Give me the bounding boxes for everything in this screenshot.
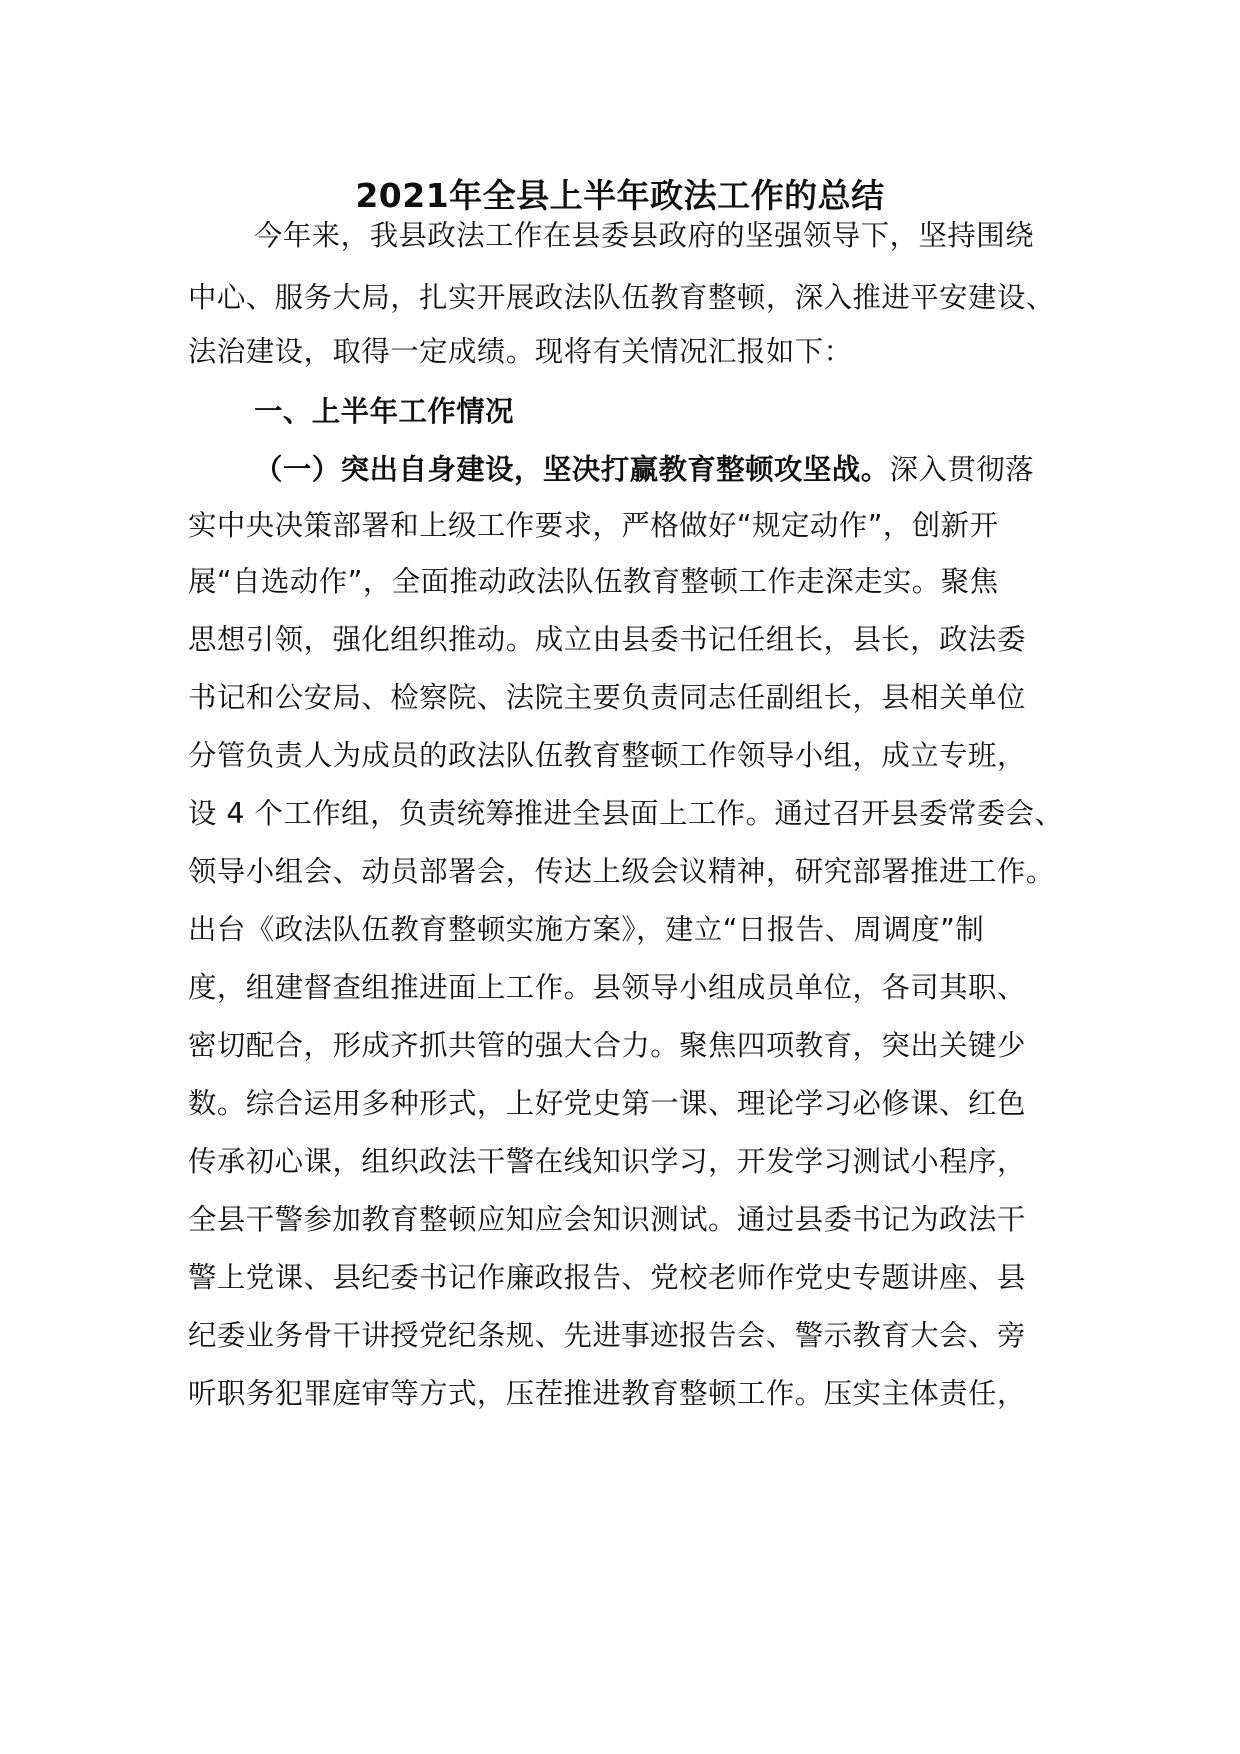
body-line: 设 4 个工作组，负责统筹推进全县面上工作。通过召开县委常委会、 bbox=[188, 797, 1064, 830]
body-line: 出台《政法队伍教育整顿实施方案》，建立“日报告、周调度”制 bbox=[188, 913, 985, 946]
body-line: 度，组建督查组推进面上工作。县领导小组成员单位，各司其职、 bbox=[188, 971, 1026, 1004]
intro-line-2: 中心、服务大局，扎实开展政法队伍教育整顿，深入推进平安建设、 bbox=[188, 281, 1055, 314]
body-line: 全县干警参加教育整顿应知应会知识测试。通过县委书记为政法干 bbox=[188, 1203, 1026, 1236]
subsection-first-line-rest: 深入贯彻落 bbox=[889, 453, 1035, 486]
body-line: 传承初心课，组织政法干警在线知识学习，开发学习测试小程序， bbox=[188, 1145, 1026, 1178]
subsection-heading: （一）突出自身建设，坚决打赢教育整顿攻坚战。 bbox=[254, 453, 890, 486]
body-line: 书记和公安局、检察院、法院主要负责同志任副组长，县相关单位 bbox=[188, 681, 1026, 714]
body-line: 纪委业务骨干讲授党纪条规、先进事迹报告会、警示教育大会、旁 bbox=[188, 1319, 1026, 1352]
body-line: 听职务犯罪庭审等方式，压茬推进教育整顿工作。压实主体责任， bbox=[188, 1377, 1026, 1410]
body-line: 展“自选动作”，全面推动政法队伍教育整顿工作走深走实。聚焦 bbox=[188, 565, 999, 598]
body-line: 思想引领，强化组织推动。成立由县委书记任组长，县长，政法委 bbox=[188, 623, 1026, 656]
body-line: 警上党课、县纪委书记作廉政报告、党校老师作党史专题讲座、县 bbox=[188, 1261, 1026, 1294]
document-title: 2021年全县上半年政法工作的总结 bbox=[355, 176, 885, 215]
body-line: 实中央决策部署和上级工作要求，严格做好“规定动作”，创新开 bbox=[188, 509, 999, 542]
body-line: 密切配合，形成齐抓共管的强大合力。聚焦四项教育，突出关键少 bbox=[188, 1029, 1026, 1062]
intro-line-3: 法治建设，取得一定成绩。现将有关情况汇报如下： bbox=[188, 335, 853, 368]
subsection-first-line bbox=[254, 450, 1034, 490]
body-line: 分管负责人为成员的政法队伍教育整顿工作领导小组，成立专班， bbox=[188, 739, 1026, 772]
section-heading: 一、上半年工作情况 bbox=[254, 395, 515, 428]
body-line: 领导小组会、动员部署会，传达上级会议精神，研究部署推进工作。 bbox=[188, 855, 1055, 888]
intro-line-1: 今年来，我县政法工作在县委县政府的坚强领导下，坚持围绕 bbox=[254, 219, 1035, 252]
body-line: 数。综合运用多种形式，上好党史第一课、理论学习必修课、红色 bbox=[188, 1087, 1026, 1120]
